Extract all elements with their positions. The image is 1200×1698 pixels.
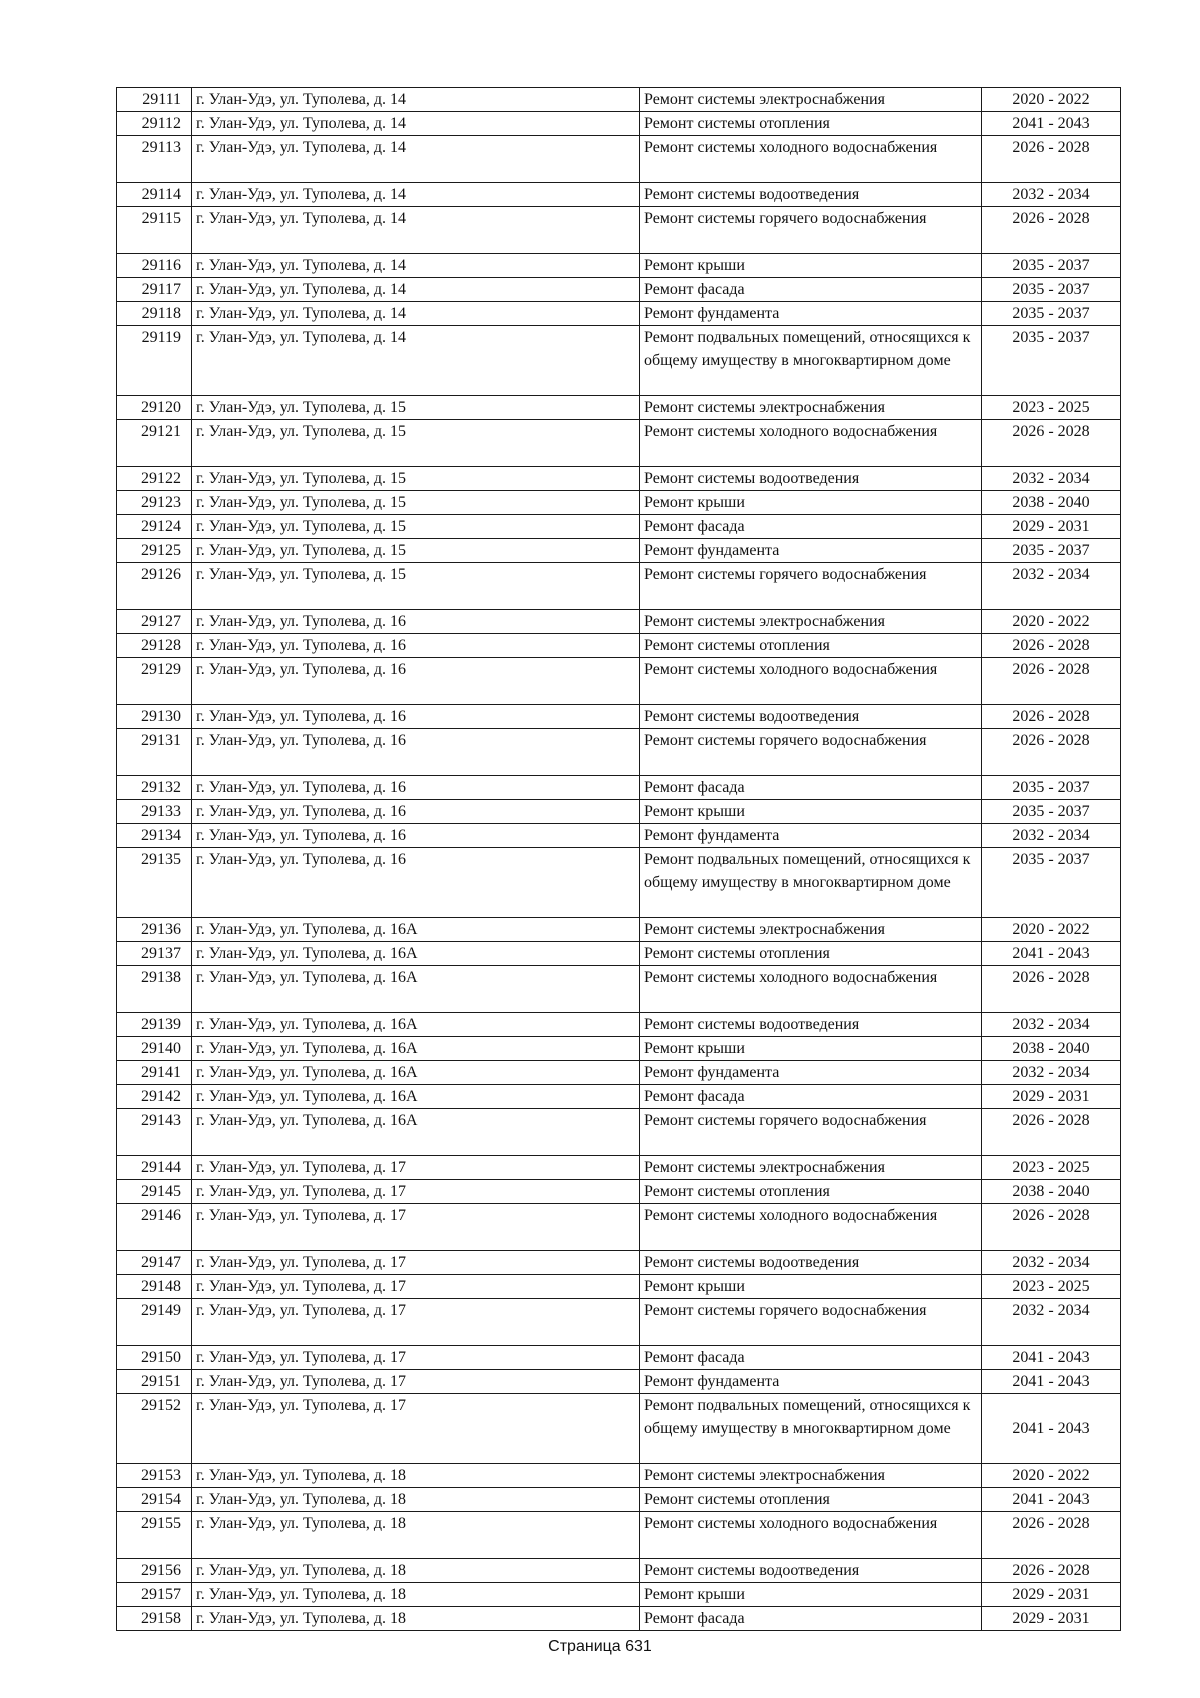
document-page (116, 87, 1121, 1631)
table-row (117, 610, 1121, 634)
row-number-cell: 29129 (117, 658, 192, 705)
row-number-cell: 29145 (117, 1180, 192, 1204)
row-number-cell: 29122 (117, 467, 192, 491)
address-cell: г. Улан-Удэ, ул. Туполева, д. 15 (192, 467, 640, 491)
work-type-cell: Ремонт крыши (640, 1037, 982, 1061)
work-type-cell: Ремонт системы горячего водоснабжения (640, 1299, 982, 1346)
work-type-cell: Ремонт системы горячего водоснабжения (640, 1109, 982, 1156)
table-row (117, 563, 1121, 610)
period-cell: 2035 - 2037 (982, 776, 1121, 800)
table-row (117, 1346, 1121, 1370)
table-row (117, 729, 1121, 776)
table-row (117, 467, 1121, 491)
address-cell: г. Улан-Удэ, ул. Туполева, д. 16 (192, 705, 640, 729)
period-cell: 2029 - 2031 (982, 1085, 1121, 1109)
address-cell: г. Улан-Удэ, ул. Туполева, д. 15 (192, 515, 640, 539)
work-type-cell: Ремонт системы электроснабжения (640, 918, 982, 942)
table-row (117, 1204, 1121, 1251)
row-number-cell: 29144 (117, 1156, 192, 1180)
row-number-cell: 29158 (117, 1607, 192, 1631)
address-cell: г. Улан-Удэ, ул. Туполева, д. 17 (192, 1156, 640, 1180)
address-cell: г. Улан-Удэ, ул. Туполева, д. 16 (192, 658, 640, 705)
table-row (117, 1370, 1121, 1394)
table-row (117, 420, 1121, 467)
work-type-cell: Ремонт фундамента (640, 302, 982, 326)
table-row (117, 1251, 1121, 1275)
work-type-cell: Ремонт системы водоотведения (640, 1251, 982, 1275)
address-cell: г. Улан-Удэ, ул. Туполева, д. 16 (192, 848, 640, 918)
row-number-cell: 29118 (117, 302, 192, 326)
row-number-cell: 29157 (117, 1583, 192, 1607)
table-row (117, 1109, 1121, 1156)
row-number-cell: 29133 (117, 800, 192, 824)
work-type-cell: Ремонт системы горячего водоснабжения (640, 207, 982, 254)
period-cell: 2029 - 2031 (982, 1583, 1121, 1607)
table-row (117, 278, 1121, 302)
row-number-cell: 29139 (117, 1013, 192, 1037)
work-type-cell: Ремонт системы водоотведения (640, 183, 982, 207)
row-number-cell: 29138 (117, 966, 192, 1013)
period-cell: 2035 - 2037 (982, 326, 1121, 396)
address-cell: г. Улан-Удэ, ул. Туполева, д. 18 (192, 1559, 640, 1583)
work-type-cell: Ремонт системы горячего водоснабжения (640, 729, 982, 776)
row-number-cell: 29140 (117, 1037, 192, 1061)
address-cell: г. Улан-Удэ, ул. Туполева, д. 16А (192, 1061, 640, 1085)
table-row (117, 1275, 1121, 1299)
work-type-cell: Ремонт системы холодного водоснабжения (640, 420, 982, 467)
table-row (117, 207, 1121, 254)
row-number-cell: 29123 (117, 491, 192, 515)
address-cell: г. Улан-Удэ, ул. Туполева, д. 15 (192, 396, 640, 420)
work-type-cell: Ремонт системы отопления (640, 1180, 982, 1204)
period-cell: 2032 - 2034 (982, 1061, 1121, 1085)
address-cell: г. Улан-Удэ, ул. Туполева, д. 17 (192, 1275, 640, 1299)
row-number-cell: 29131 (117, 729, 192, 776)
table-row (117, 1180, 1121, 1204)
address-cell: г. Улан-Удэ, ул. Туполева, д. 17 (192, 1394, 640, 1464)
address-cell: г. Улан-Удэ, ул. Туполева, д. 14 (192, 88, 640, 112)
work-type-cell: Ремонт крыши (640, 1583, 982, 1607)
address-cell: г. Улан-Удэ, ул. Туполева, д. 14 (192, 207, 640, 254)
row-number-cell: 29134 (117, 824, 192, 848)
row-number-cell: 29127 (117, 610, 192, 634)
work-type-cell: Ремонт системы отопления (640, 942, 982, 966)
row-number-cell: 29143 (117, 1109, 192, 1156)
period-cell: 2020 - 2022 (982, 918, 1121, 942)
table-body (117, 88, 1121, 1631)
address-cell: г. Улан-Удэ, ул. Туполева, д. 15 (192, 491, 640, 515)
work-type-cell: Ремонт системы холодного водоснабжения (640, 658, 982, 705)
table-row (117, 112, 1121, 136)
address-cell: г. Улан-Удэ, ул. Туполева, д. 18 (192, 1583, 640, 1607)
table-row (117, 1488, 1121, 1512)
address-cell: г. Улан-Удэ, ул. Туполева, д. 18 (192, 1607, 640, 1631)
address-cell: г. Улан-Удэ, ул. Туполева, д. 15 (192, 539, 640, 563)
work-type-cell: Ремонт фасада (640, 776, 982, 800)
period-cell: 2026 - 2028 (982, 729, 1121, 776)
work-type-cell: Ремонт системы электроснабжения (640, 88, 982, 112)
address-cell: г. Улан-Удэ, ул. Туполева, д. 16А (192, 1109, 640, 1156)
period-cell: 2035 - 2037 (982, 254, 1121, 278)
period-cell: 2026 - 2028 (982, 1204, 1121, 1251)
table-row (117, 1607, 1121, 1631)
table-row (117, 824, 1121, 848)
period-cell: 2026 - 2028 (982, 1109, 1121, 1156)
row-number-cell: 29130 (117, 705, 192, 729)
work-type-cell: Ремонт фасада (640, 278, 982, 302)
row-number-cell: 29154 (117, 1488, 192, 1512)
address-cell: г. Улан-Удэ, ул. Туполева, д. 18 (192, 1488, 640, 1512)
period-cell: 2041 - 2043 (982, 1394, 1121, 1464)
period-cell: 2032 - 2034 (982, 183, 1121, 207)
row-number-cell: 29112 (117, 112, 192, 136)
address-cell: г. Улан-Удэ, ул. Туполева, д. 16А (192, 942, 640, 966)
table-row (117, 1299, 1121, 1346)
row-number-cell: 29142 (117, 1085, 192, 1109)
period-cell: 2020 - 2022 (982, 610, 1121, 634)
address-cell: г. Улан-Удэ, ул. Туполева, д. 17 (192, 1251, 640, 1275)
period-cell: 2032 - 2034 (982, 1013, 1121, 1037)
address-cell: г. Улан-Удэ, ул. Туполева, д. 14 (192, 183, 640, 207)
period-cell: 2032 - 2034 (982, 1299, 1121, 1346)
work-type-cell: Ремонт системы водоотведения (640, 467, 982, 491)
table-row (117, 539, 1121, 563)
table-row (117, 1061, 1121, 1085)
work-type-cell: Ремонт системы водоотведения (640, 1559, 982, 1583)
work-type-cell: Ремонт системы холодного водоснабжения (640, 1204, 982, 1251)
period-cell: 2029 - 2031 (982, 515, 1121, 539)
work-type-cell: Ремонт фасада (640, 1085, 982, 1109)
table-row (117, 302, 1121, 326)
work-type-cell: Ремонт системы водоотведения (640, 1013, 982, 1037)
period-cell: 2026 - 2028 (982, 136, 1121, 183)
row-number-cell: 29137 (117, 942, 192, 966)
address-cell: г. Улан-Удэ, ул. Туполева, д. 16 (192, 610, 640, 634)
address-cell: г. Улан-Удэ, ул. Туполева, д. 17 (192, 1204, 640, 1251)
table-row (117, 183, 1121, 207)
page-number: Страница 631 (548, 1638, 652, 1655)
table-row (117, 1583, 1121, 1607)
row-number-cell: 29148 (117, 1275, 192, 1299)
work-type-cell: Ремонт крыши (640, 254, 982, 278)
period-cell: 2023 - 2025 (982, 1156, 1121, 1180)
period-cell: 2041 - 2043 (982, 942, 1121, 966)
work-type-cell: Ремонт системы холодного водоснабжения (640, 966, 982, 1013)
table-row (117, 396, 1121, 420)
work-type-cell: Ремонт крыши (640, 1275, 982, 1299)
period-cell: 2041 - 2043 (982, 1346, 1121, 1370)
table-row (117, 326, 1121, 396)
address-cell: г. Улан-Удэ, ул. Туполева, д. 14 (192, 326, 640, 396)
address-cell: г. Улан-Удэ, ул. Туполева, д. 16А (192, 1037, 640, 1061)
work-type-cell: Ремонт подвальных помещений, относящихся к общему имуществу в многоквартирном доме (640, 848, 982, 918)
row-number-cell: 29117 (117, 278, 192, 302)
period-cell: 2020 - 2022 (982, 88, 1121, 112)
row-number-cell: 29119 (117, 326, 192, 396)
work-type-cell: Ремонт крыши (640, 491, 982, 515)
row-number-cell: 29149 (117, 1299, 192, 1346)
table-row (117, 1156, 1121, 1180)
row-number-cell: 29111 (117, 88, 192, 112)
address-cell: г. Улан-Удэ, ул. Туполева, д. 16 (192, 824, 640, 848)
work-type-cell: Ремонт фундамента (640, 1370, 982, 1394)
table-row (117, 1512, 1121, 1559)
period-cell: 2032 - 2034 (982, 563, 1121, 610)
work-type-cell: Ремонт системы отопления (640, 634, 982, 658)
table-row (117, 1559, 1121, 1583)
table-row (117, 634, 1121, 658)
period-cell: 2032 - 2034 (982, 467, 1121, 491)
row-number-cell: 29115 (117, 207, 192, 254)
table-row (117, 88, 1121, 112)
period-cell: 2041 - 2043 (982, 1370, 1121, 1394)
work-type-cell: Ремонт фундамента (640, 539, 982, 563)
table-row (117, 515, 1121, 539)
period-cell: 2041 - 2043 (982, 112, 1121, 136)
address-cell: г. Улан-Удэ, ул. Туполева, д. 17 (192, 1299, 640, 1346)
row-number-cell: 29155 (117, 1512, 192, 1559)
table-row (117, 1394, 1121, 1464)
work-type-cell: Ремонт системы холодного водоснабжения (640, 136, 982, 183)
address-cell: г. Улан-Удэ, ул. Туполева, д. 16 (192, 776, 640, 800)
row-number-cell: 29136 (117, 918, 192, 942)
address-cell: г. Улан-Удэ, ул. Туполева, д. 18 (192, 1464, 640, 1488)
address-cell: г. Улан-Удэ, ул. Туполева, д. 14 (192, 278, 640, 302)
period-cell: 2026 - 2028 (982, 658, 1121, 705)
row-number-cell: 29156 (117, 1559, 192, 1583)
table-row (117, 942, 1121, 966)
row-number-cell: 29120 (117, 396, 192, 420)
row-number-cell: 29113 (117, 136, 192, 183)
table-row (117, 1085, 1121, 1109)
table-row (117, 136, 1121, 183)
period-cell: 2029 - 2031 (982, 1607, 1121, 1631)
table-row (117, 705, 1121, 729)
table-row (117, 800, 1121, 824)
work-type-cell: Ремонт фасада (640, 515, 982, 539)
table-row (117, 966, 1121, 1013)
work-type-cell: Ремонт системы горячего водоснабжения (640, 563, 982, 610)
address-cell: г. Улан-Удэ, ул. Туполева, д. 14 (192, 112, 640, 136)
work-type-cell: Ремонт системы водоотведения (640, 705, 982, 729)
row-number-cell: 29128 (117, 634, 192, 658)
work-type-cell: Ремонт системы отопления (640, 112, 982, 136)
work-type-cell: Ремонт подвальных помещений, относящихся к общему имуществу в многоквартирном доме (640, 1394, 982, 1464)
table-row (117, 918, 1121, 942)
work-type-cell: Ремонт системы электроснабжения (640, 1156, 982, 1180)
work-type-cell: Ремонт фундамента (640, 824, 982, 848)
table-row (117, 1464, 1121, 1488)
period-cell: 2023 - 2025 (982, 1275, 1121, 1299)
period-cell: 2038 - 2040 (982, 491, 1121, 515)
row-number-cell: 29124 (117, 515, 192, 539)
table-row (117, 1037, 1121, 1061)
period-cell: 2026 - 2028 (982, 705, 1121, 729)
address-cell: г. Улан-Удэ, ул. Туполева, д. 14 (192, 302, 640, 326)
work-type-cell: Ремонт крыши (640, 800, 982, 824)
row-number-cell: 29147 (117, 1251, 192, 1275)
period-cell: 2038 - 2040 (982, 1180, 1121, 1204)
period-cell: 2026 - 2028 (982, 966, 1121, 1013)
row-number-cell: 29116 (117, 254, 192, 278)
row-number-cell: 29114 (117, 183, 192, 207)
work-type-cell: Ремонт системы отопления (640, 1488, 982, 1512)
address-cell: г. Улан-Удэ, ул. Туполева, д. 16А (192, 918, 640, 942)
row-number-cell: 29126 (117, 563, 192, 610)
table-row (117, 848, 1121, 918)
work-type-cell: Ремонт системы электроснабжения (640, 610, 982, 634)
period-cell: 2032 - 2034 (982, 824, 1121, 848)
row-number-cell: 29153 (117, 1464, 192, 1488)
period-cell: 2026 - 2028 (982, 420, 1121, 467)
table-row (117, 776, 1121, 800)
table-row (117, 491, 1121, 515)
address-cell: г. Улан-Удэ, ул. Туполева, д. 16 (192, 729, 640, 776)
address-cell: г. Улан-Удэ, ул. Туполева, д. 14 (192, 136, 640, 183)
period-cell: 2035 - 2037 (982, 302, 1121, 326)
address-cell: г. Улан-Удэ, ул. Туполева, д. 16 (192, 634, 640, 658)
repair-schedule-table (116, 87, 1121, 1631)
period-cell: 2038 - 2040 (982, 1037, 1121, 1061)
period-cell: 2026 - 2028 (982, 1512, 1121, 1559)
row-number-cell: 29150 (117, 1346, 192, 1370)
period-cell: 2026 - 2028 (982, 634, 1121, 658)
row-number-cell: 29121 (117, 420, 192, 467)
period-cell: 2020 - 2022 (982, 1464, 1121, 1488)
period-cell: 2035 - 2037 (982, 278, 1121, 302)
address-cell: г. Улан-Удэ, ул. Туполева, д. 16А (192, 966, 640, 1013)
address-cell: г. Улан-Удэ, ул. Туполева, д. 17 (192, 1370, 640, 1394)
row-number-cell: 29132 (117, 776, 192, 800)
work-type-cell: Ремонт системы электроснабжения (640, 396, 982, 420)
address-cell: г. Улан-Удэ, ул. Туполева, д. 15 (192, 420, 640, 467)
address-cell: г. Улан-Удэ, ул. Туполева, д. 16 (192, 800, 640, 824)
address-cell: г. Улан-Удэ, ул. Туполева, д. 15 (192, 563, 640, 610)
work-type-cell: Ремонт подвальных помещений, относящихся к общему имуществу в многоквартирном доме (640, 326, 982, 396)
period-cell: 2032 - 2034 (982, 1251, 1121, 1275)
address-cell: г. Улан-Удэ, ул. Туполева, д. 16А (192, 1013, 640, 1037)
work-type-cell: Ремонт фасада (640, 1346, 982, 1370)
address-cell: г. Улан-Удэ, ул. Туполева, д. 14 (192, 254, 640, 278)
work-type-cell: Ремонт фасада (640, 1607, 982, 1631)
address-cell: г. Улан-Удэ, ул. Туполева, д. 16А (192, 1085, 640, 1109)
table-row (117, 658, 1121, 705)
period-cell: 2035 - 2037 (982, 848, 1121, 918)
period-cell: 2035 - 2037 (982, 800, 1121, 824)
period-cell: 2023 - 2025 (982, 396, 1121, 420)
address-cell: г. Улан-Удэ, ул. Туполева, д. 17 (192, 1346, 640, 1370)
period-cell: 2035 - 2037 (982, 539, 1121, 563)
row-number-cell: 29146 (117, 1204, 192, 1251)
table-row (117, 1013, 1121, 1037)
address-cell: г. Улан-Удэ, ул. Туполева, д. 17 (192, 1180, 640, 1204)
work-type-cell: Ремонт системы электроснабжения (640, 1464, 982, 1488)
row-number-cell: 29141 (117, 1061, 192, 1085)
period-cell: 2026 - 2028 (982, 207, 1121, 254)
row-number-cell: 29125 (117, 539, 192, 563)
table-row (117, 254, 1121, 278)
period-cell: 2026 - 2028 (982, 1559, 1121, 1583)
work-type-cell: Ремонт фундамента (640, 1061, 982, 1085)
row-number-cell: 29135 (117, 848, 192, 918)
row-number-cell: 29151 (117, 1370, 192, 1394)
row-number-cell: 29152 (117, 1394, 192, 1464)
period-cell: 2041 - 2043 (982, 1488, 1121, 1512)
address-cell: г. Улан-Удэ, ул. Туполева, д. 18 (192, 1512, 640, 1559)
work-type-cell: Ремонт системы холодного водоснабжения (640, 1512, 982, 1559)
